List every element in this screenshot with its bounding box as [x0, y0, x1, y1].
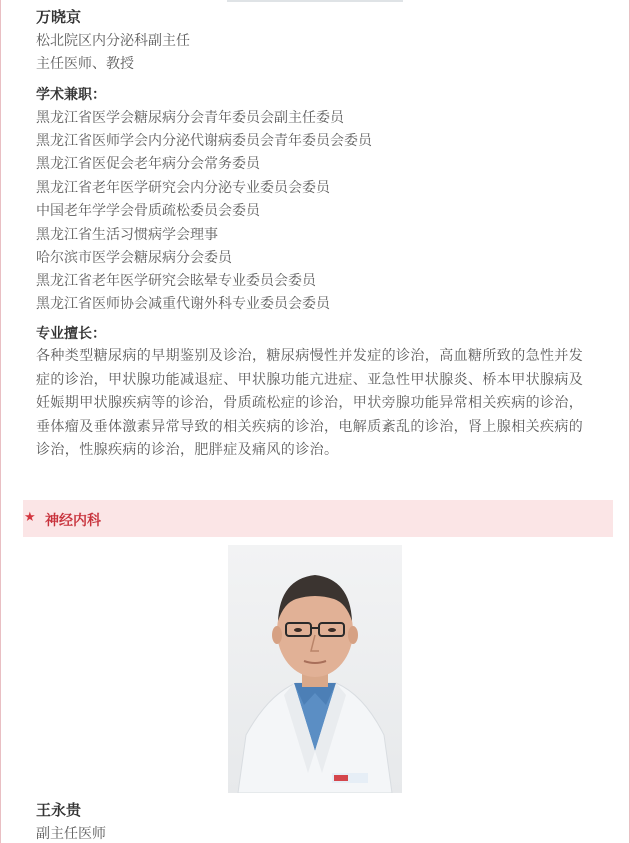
- star-icon: ★: [24, 510, 36, 525]
- expertise-heading: 专业擅长：: [36, 326, 106, 342]
- expertise-text: 各种类型糖尿病的早期鉴别及诊治，糖尿病慢性并发症的诊治，高血糖所致的急性并发症的诊治，甲状腺功能减退症、甲状腺功能亢进症、亚急性甲状腺炎、桥本甲状腺病及妊娠期甲状腺疾病等的诊治，骨质疏松症的诊治，甲状旁腺功能异常相关疾病的诊治，垂体瘤及垂体激素异常导致的相关疾病的诊治，电解质紊乱的诊治，肾上腺相关疾病的诊治，性腺疾病的诊治，肥胖症及痛风的诊治。: [36, 348, 584, 458]
- doctor-name: 万晓京: [36, 8, 82, 26]
- department-header-bar: [23, 500, 613, 537]
- doctor-title: 主任医师、教授: [36, 56, 134, 72]
- academic-item: 黑龙江省老年医学研究会眩晕专业委员会委员: [36, 273, 316, 289]
- department-title: 神经内科: [45, 513, 101, 529]
- academic-item: 黑龙江省老年医学研究会内分泌专业委员会委员: [36, 180, 330, 196]
- academic-item: 中国老年学学会骨质疏松委员会委员: [36, 203, 260, 219]
- academic-item: 黑龙江省生活习惯病学会理事: [36, 227, 218, 243]
- academic-item: 黑龙江省医师协会减重代谢外科专业委员会委员: [36, 296, 330, 312]
- academic-item: 哈尔滨市医学会糖尿病分会委员: [36, 250, 232, 266]
- doctor-photo: [228, 545, 402, 793]
- academic-heading: 学术兼职：: [36, 87, 106, 103]
- academic-item: 黑龙江省医师学会内分泌代谢病委员会青年委员会委员: [36, 133, 372, 149]
- doctor-title: 副主任医师: [36, 826, 106, 842]
- previous-doctor-photo-edge: [227, 0, 403, 2]
- academic-item: 黑龙江省医学会糖尿病分会青年委员会副主任委员: [36, 110, 344, 126]
- academic-item: 黑龙江省医促会老年病分会常务委员: [36, 156, 260, 172]
- doctor-name: 王永贵: [36, 801, 82, 819]
- doctor-portrait-image: [228, 545, 402, 793]
- doctor-position: 松北院区内分泌科副主任: [36, 33, 190, 49]
